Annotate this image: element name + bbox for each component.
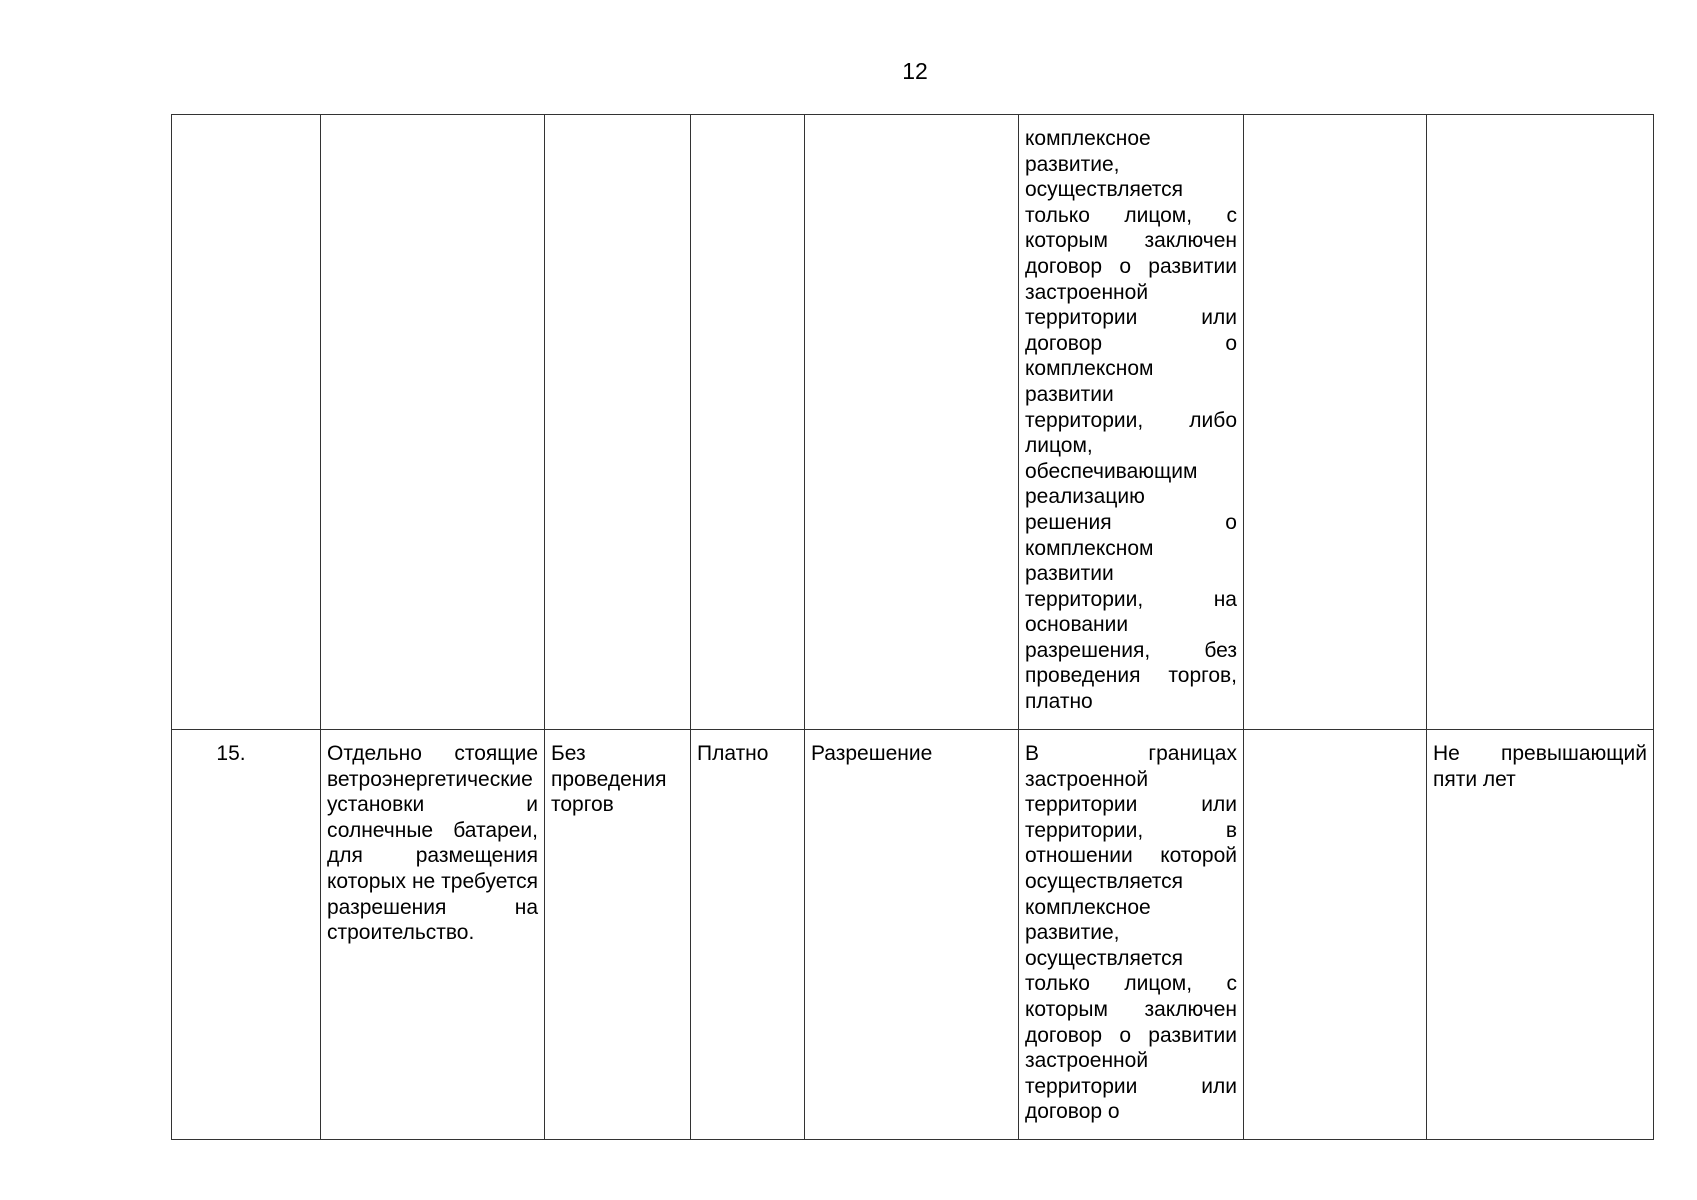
- table-cell: [172, 115, 321, 730]
- table-cell: [1244, 115, 1427, 730]
- table-cell: [1427, 115, 1654, 730]
- table-cell: [1244, 730, 1427, 1140]
- table-cell: [691, 115, 805, 730]
- table-cell: [805, 115, 1019, 730]
- document-cell: Разрешение: [805, 730, 1019, 1140]
- table-cell: [321, 115, 545, 730]
- document-table: [171, 114, 1654, 1140]
- page-number: 12: [902, 58, 928, 84]
- conditions-cell: В границах застроенной территории или территории, в отношении которой осуществляется комплексное развитие, осуществляется только лицом, с которым заключен договор о развитии застроенной территории или договор о: [1019, 730, 1244, 1140]
- term-cell: Не превышающий пяти лет: [1427, 730, 1654, 1140]
- object-cell: Отдельно стоящие ветроэнергетические установки и солнечные батареи, для размещения которых не требуется разрешения на строительство.: [321, 730, 545, 1140]
- conditions-cell: комплексное развитие, осуществляется только лицом, с которым заключен договор о развитии застроенной территории или договор о комплексном развитии территории, либо лицом, обеспечивающим реализацию решения о комплексном развитии территории, на основании разрешения, без проведения торгов, платно: [1019, 115, 1244, 730]
- table-cell: [545, 115, 691, 730]
- payment-cell: Платно: [691, 730, 805, 1140]
- procedure-cell: Без проведения торгов: [545, 730, 691, 1140]
- row-number: 15.: [172, 730, 321, 1140]
- table-row-15: [172, 730, 1654, 1140]
- table-row-continuation: [172, 115, 1654, 730]
